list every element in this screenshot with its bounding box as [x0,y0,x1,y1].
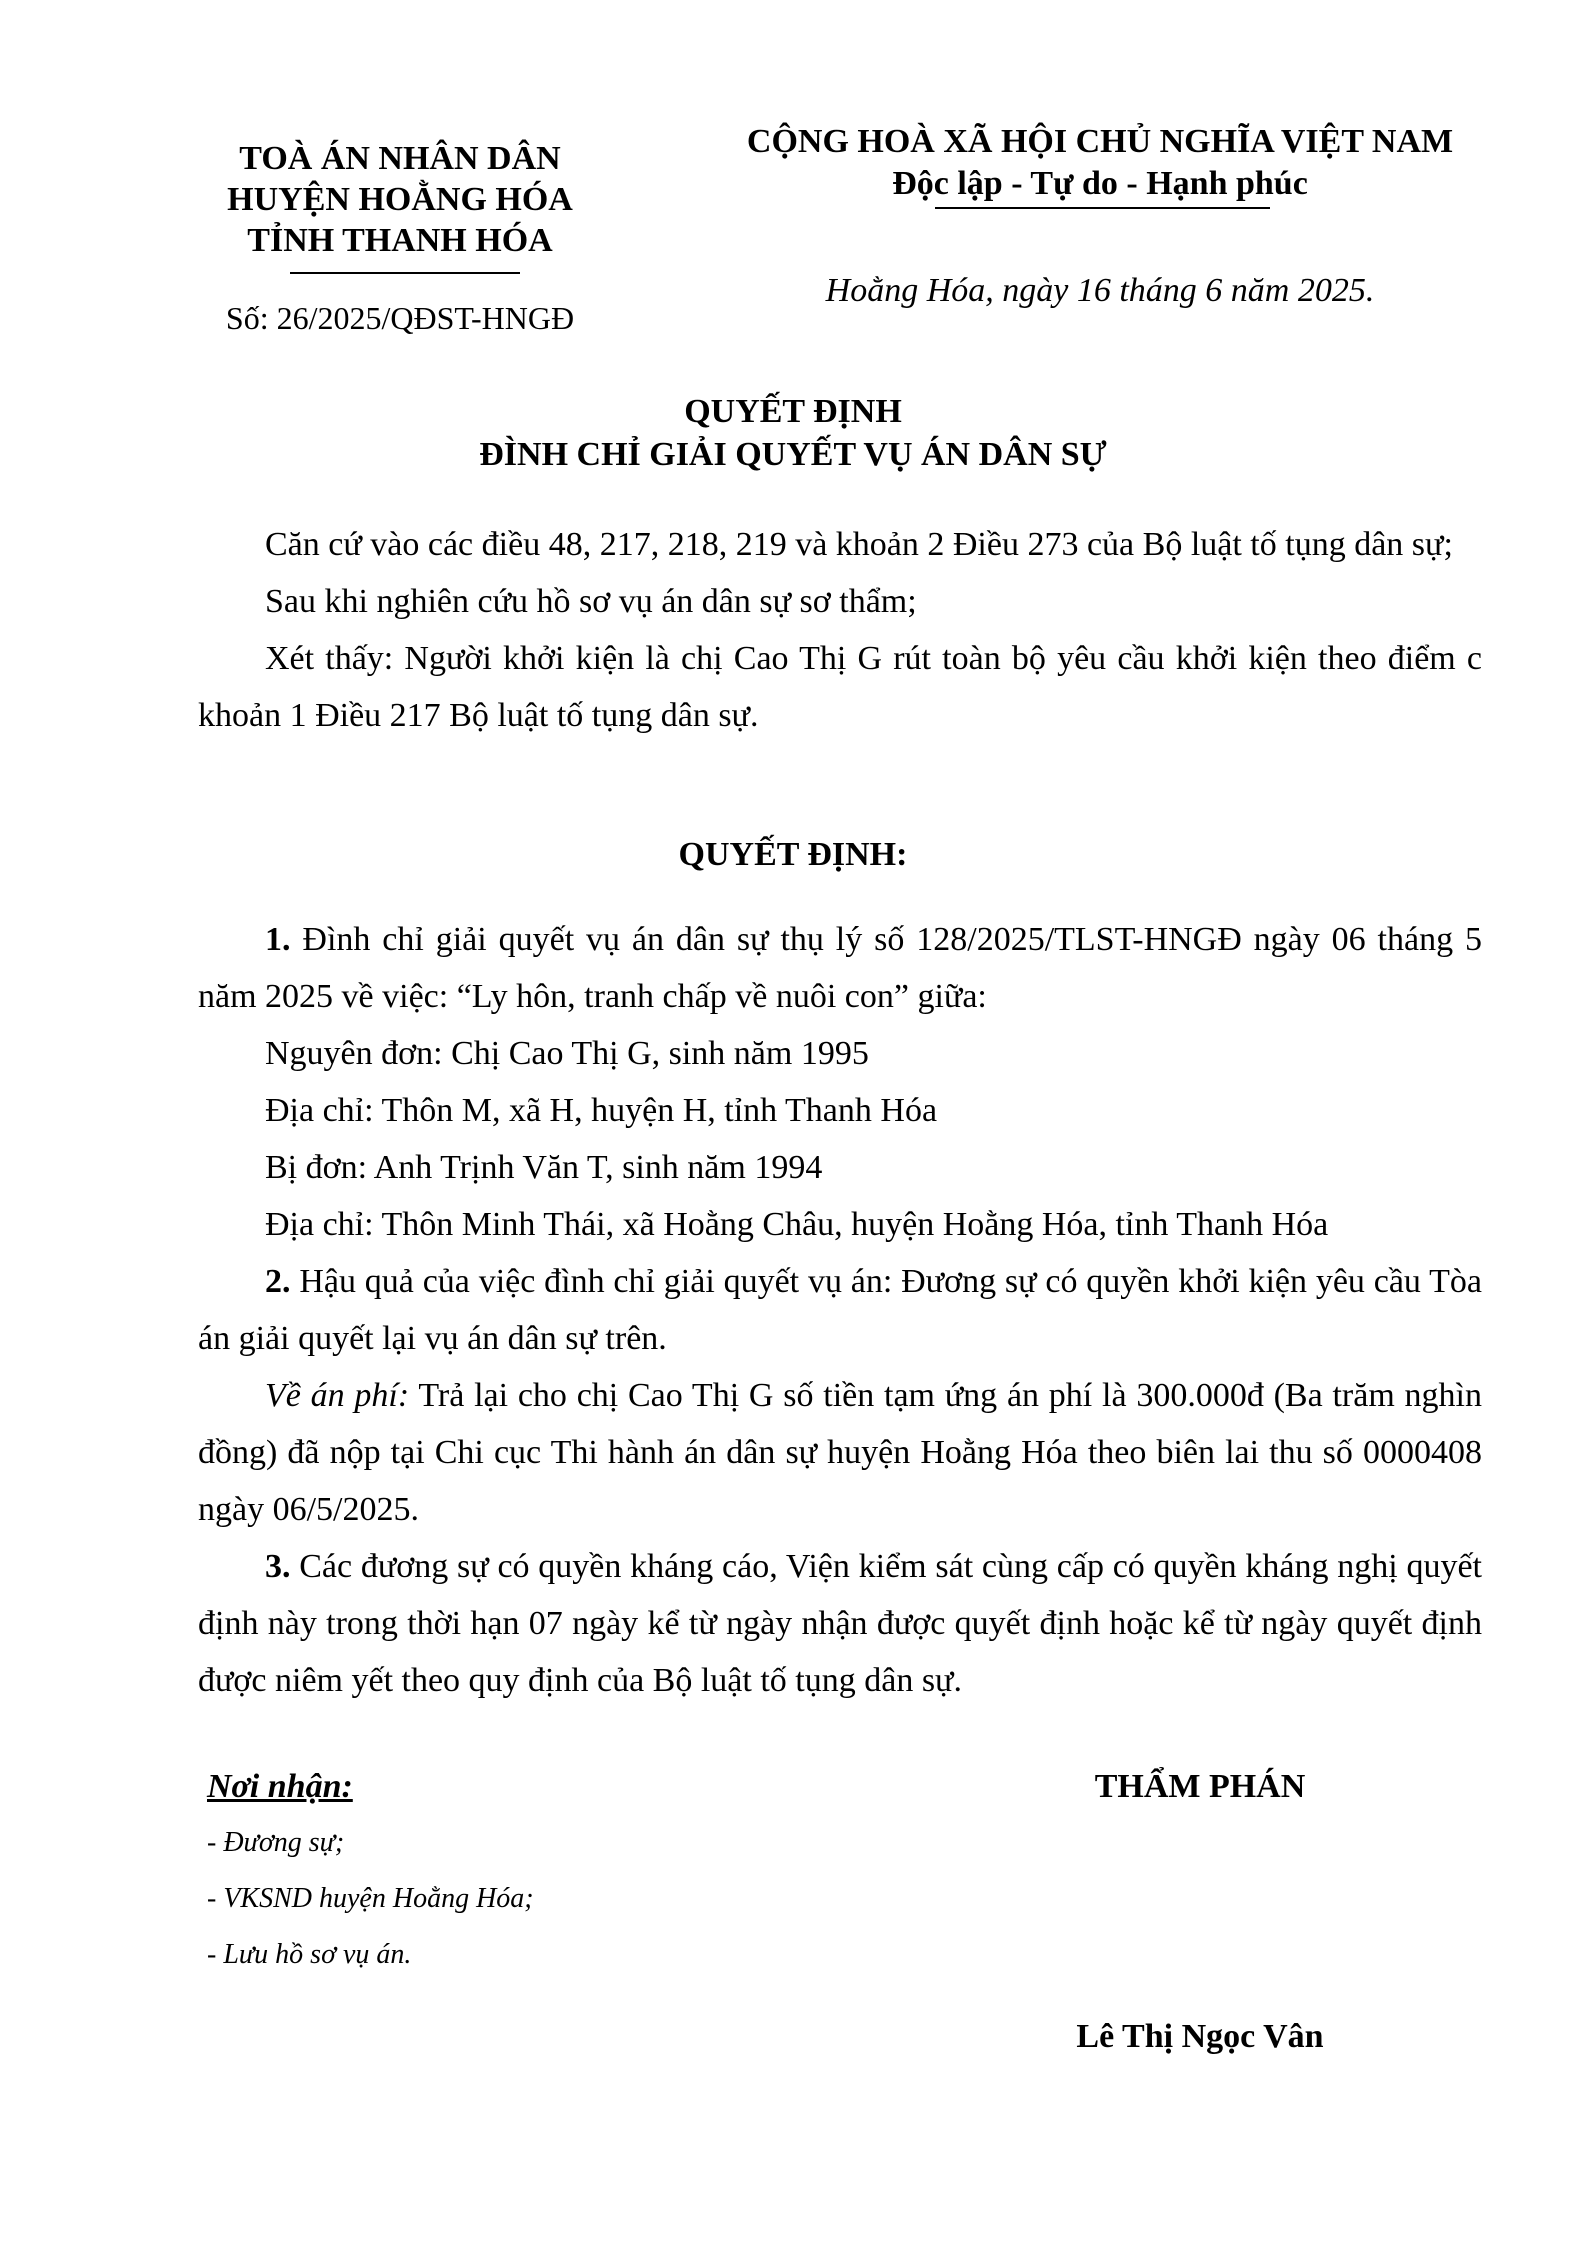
defendant-address: Địa chỉ: Thôn Minh Thái, xã Hoằng Châu, huyện Hoằng Hóa, tỉnh Thanh Hóa [265,1206,1329,1243]
decision-item-2 [198,1253,1482,1367]
court-fee [198,1367,1482,1538]
court-line: TOÀ ÁN NHÂN DÂN [239,140,561,177]
item-number: 3. [265,1548,291,1585]
national-title: CỘNG HOÀ XÃ HỘI CHỦ NGHĨA VIỆT NAM [746,123,1454,160]
finding: Xét thấy: Người khởi kiện là chị Cao Thị G rút toàn bộ yêu cầu khởi kiện theo điểm c khoản 1 Điều 217 Bộ luật tố tụng dân sự. [198,640,1482,734]
place-date: Hoằng Hóa, ngày 16 tháng 6 năm 2025. [825,272,1375,309]
signer-role: THẨM PHÁN [1094,1768,1306,1805]
decision-item-1 [198,911,1482,1025]
decision-body [198,911,1482,1709]
decision-item-3 [198,1538,1482,1709]
item-number: 1. [265,921,291,958]
item-number: 2. [265,1263,291,1300]
court-line: TỈNH THANH HÓA [247,222,553,259]
motto-underline [935,207,1270,209]
document-number: Số: 26/2025/QĐST-HNGĐ [225,300,575,336]
national-motto: Độc lập - Tự do - Hạnh phúc [892,165,1308,202]
fee-text: Trả lại cho chị Cao Thị G số tiền tạm ứng án phí là 300.000đ (Ba trăm nghìn đồng) đã nộp tại Chi cục Thi hành án dân sự huyện Hoằng Hóa theo biên lai thu số 0000408 ngày 06/5/2025. [198,1377,1482,1528]
item-text: Các đương sự có quyền kháng cáo, Viện kiểm sát cùng cấp có quyền kháng nghị quyết định này trong thời hạn 07 ngày kể từ ngày nhận được quyết định hoặc kể từ ngày quyết định được niêm yết theo quy định của Bộ luật tố tụng dân sự. [198,1548,1482,1699]
item-text: Hậu quả của việc đình chỉ giải quyết vụ án: Đương sự có quyền khởi kiện yêu cầu Tòa án giải quyết lại vụ án dân sự trên. [198,1263,1482,1357]
preamble [198,516,1482,744]
recipient-item: - Lưu hồ sơ vụ án. [207,1939,412,1970]
document-title: QUYẾT ĐỊNH [684,393,902,430]
plaintiff: Nguyên đơn: Chị Cao Thị G, sinh năm 1995 [265,1035,869,1072]
recipients-label: Nơi nhận: [207,1768,353,1805]
document-subtitle: ĐÌNH CHỈ GIẢI QUYẾT VỤ ÁN DÂN SỰ [479,436,1107,473]
signer-name: Lê Thị Ngọc Vân [1076,2018,1324,2055]
item-text: Đình chỉ giải quyết vụ án dân sự thụ lý số 128/2025/TLST-HNGĐ ngày 06 tháng 5 năm 2025 về việc: “Ly hôn, tranh chấp về nuôi con” giữa: [198,921,1482,1015]
court-name [200,138,600,261]
recipient-item: - VKSND huyện Hoằng Hóa; [207,1883,534,1914]
plaintiff-address: Địa chỉ: Thôn M, xã H, huyện H, tỉnh Thanh Hóa [265,1092,938,1129]
legal-basis: Căn cứ vào các điều 48, 217, 218, 219 và khoản 2 Điều 273 của Bộ luật tố tụng dân sự; [265,526,1453,563]
court-divider [290,272,520,274]
recipient-item: - Đương sự; [207,1827,345,1858]
decision-heading: QUYẾT ĐỊNH: [678,836,908,873]
case-review: Sau khi nghiên cứu hồ sơ vụ án dân sự sơ thẩm; [265,583,917,620]
court-line: HUYỆN HOẰNG HÓA [227,181,573,218]
fee-label: Về án phí: [265,1377,410,1414]
defendant: Bị đơn: Anh Trịnh Văn T, sinh năm 1994 [265,1149,823,1186]
